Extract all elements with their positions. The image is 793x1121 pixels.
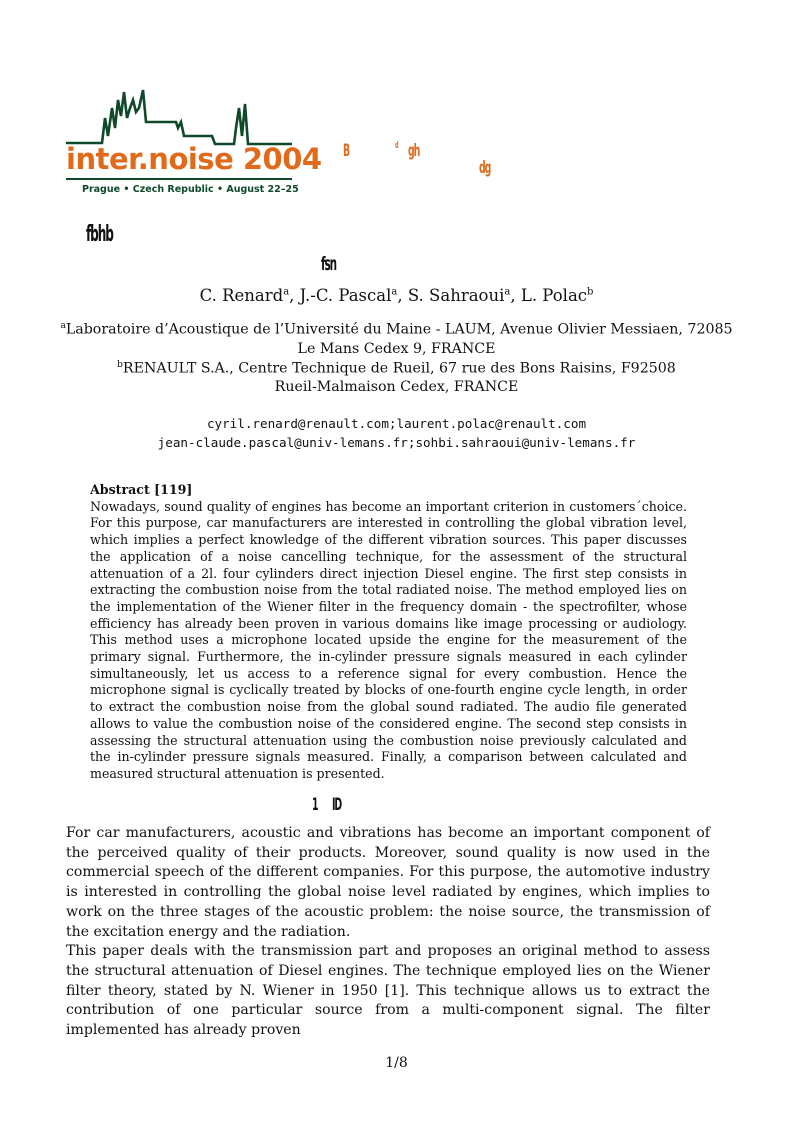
header-fragment-a: B	[343, 141, 350, 161]
author-sup: a	[391, 286, 398, 298]
author-name: J.-C. Pascal	[299, 286, 392, 305]
affiliation-b-text: RENAULT S.A., Centre Technique de Rueil, 67 rue des Bons Raisins, F92508	[122, 360, 676, 377]
affiliation-b-line1	[0, 360, 793, 377]
affiliation-a-line2: Le Mans Cedex 9, FRANCE	[297, 341, 496, 357]
header-fragment-c: gh	[408, 141, 420, 161]
author-list: C. Renard$^a$, J.-C. Pascal$^a$, S. Sahraoui$^a$, L. Polac$^b$	[199, 286, 594, 305]
affiliation-b-line2: Rueil-Malmaison Cedex, FRANCE	[274, 379, 519, 395]
affiliation-a-sup: a	[60, 321, 66, 331]
author-sup: a	[283, 286, 290, 298]
body-paragraph-2: This paper deals with the transmission part and proposes an original method to assess the structural attenuation of Diesel engines. The technique employed lies on the Wiener filter theory, stated by N. Wiener in 1950 [1]. This technique allows us to extract the contribution of one particular source from a multi-component signal. The filter implemented has already proven	[66, 943, 710, 1039]
abstract-block	[90, 482, 687, 783]
title-fragment-left: fbhb	[86, 222, 113, 247]
conference-logo-graphic	[64, 78, 296, 198]
section-number: 1	[312, 795, 319, 815]
author-sup: a	[504, 286, 511, 298]
skyline-line	[66, 90, 292, 144]
page-number: 1/8	[385, 1055, 408, 1071]
logo-rule	[66, 178, 292, 180]
section-title: ID	[332, 795, 342, 815]
logo-subtitle: Prague • Czech Republic • August 22–25	[82, 184, 299, 195]
author-sup: b	[587, 286, 594, 298]
affiliation-a-line1	[0, 321, 793, 338]
title-fragment-center: fsn	[321, 253, 336, 275]
body-paragraph-1: For car manufacturers, acoustic and vibrations has become an important component of the perceived quality of their products. Moreover, sound quality is now used in the commercial speech of the different companies. For this purpose, the automotive industry is interested in controlling the global noise level radiated by engines, which implies to work on the three stages of the acoustic problem: the noise source, the transmission of the excitation energy and the radiation.	[66, 825, 710, 940]
affiliation-a-text: Laboratoire d’Acoustique de l’Université du Maine - LAUM, Avenue Olivier Messiaen, 72085	[65, 321, 733, 338]
author-name: C. Renard	[199, 286, 284, 305]
author-name: L. Polac	[520, 286, 588, 305]
body-text	[66, 824, 710, 1041]
header-fragment-d: dg	[479, 158, 491, 178]
affiliation-b-sup: b	[117, 360, 123, 370]
email-line-1: cyril.renard@renault.com;laurent.polac@renault.com	[206, 416, 587, 431]
abstract-text: Nowadays, sound quality of engines has become an important criterion in customers´choice. For this purpose, car manufacturers are interested in controlling the global vibration level, which implies a perfect knowledge of the different vibration sources. This paper discusses the application of a noise cancelling technique, for the assessment of the structural attenuation of a 2l. four cylinders direct injection Diesel engine. The first step consists in extracting the combustion noise from the total radiated noise. The method employed lies on the implementation of the Wiener filter in the frequency domain - the spectrofilter, whose efficiency has already been proven in various domains like image processing or audiology. This method uses a microphone located upside the engine for the measurement of the primary signal. Furthermore, the in-cylinder pressure signals measured in each cylinder simultaneously, let us access to a reference signal for every combustion. Hence the microphone signal is cyclically treated by blocks of one-fourth engine cycle length, in order to extract the combustion noise from the global sound radiated. The audio file generated allows to value the combustion noise of the considered engine. The second step consists in assessing the structural attenuation using the combustion noise previously calculated and the in-cylinder pressure signals measured. Finally, a comparison between calculated and measured structural attenuation is presented.	[90, 498, 687, 781]
abstract-heading: Abstract [119]	[90, 482, 193, 497]
author-name: S. Sahraoui	[407, 286, 505, 305]
email-line-2: jean-claude.pascal@univ-lemans.fr;sohbi.sahraoui@univ-lemans.fr	[157, 435, 636, 450]
logo-wordmark: inter.noise 2004	[66, 142, 322, 176]
header-fragment-b: d	[395, 141, 399, 151]
